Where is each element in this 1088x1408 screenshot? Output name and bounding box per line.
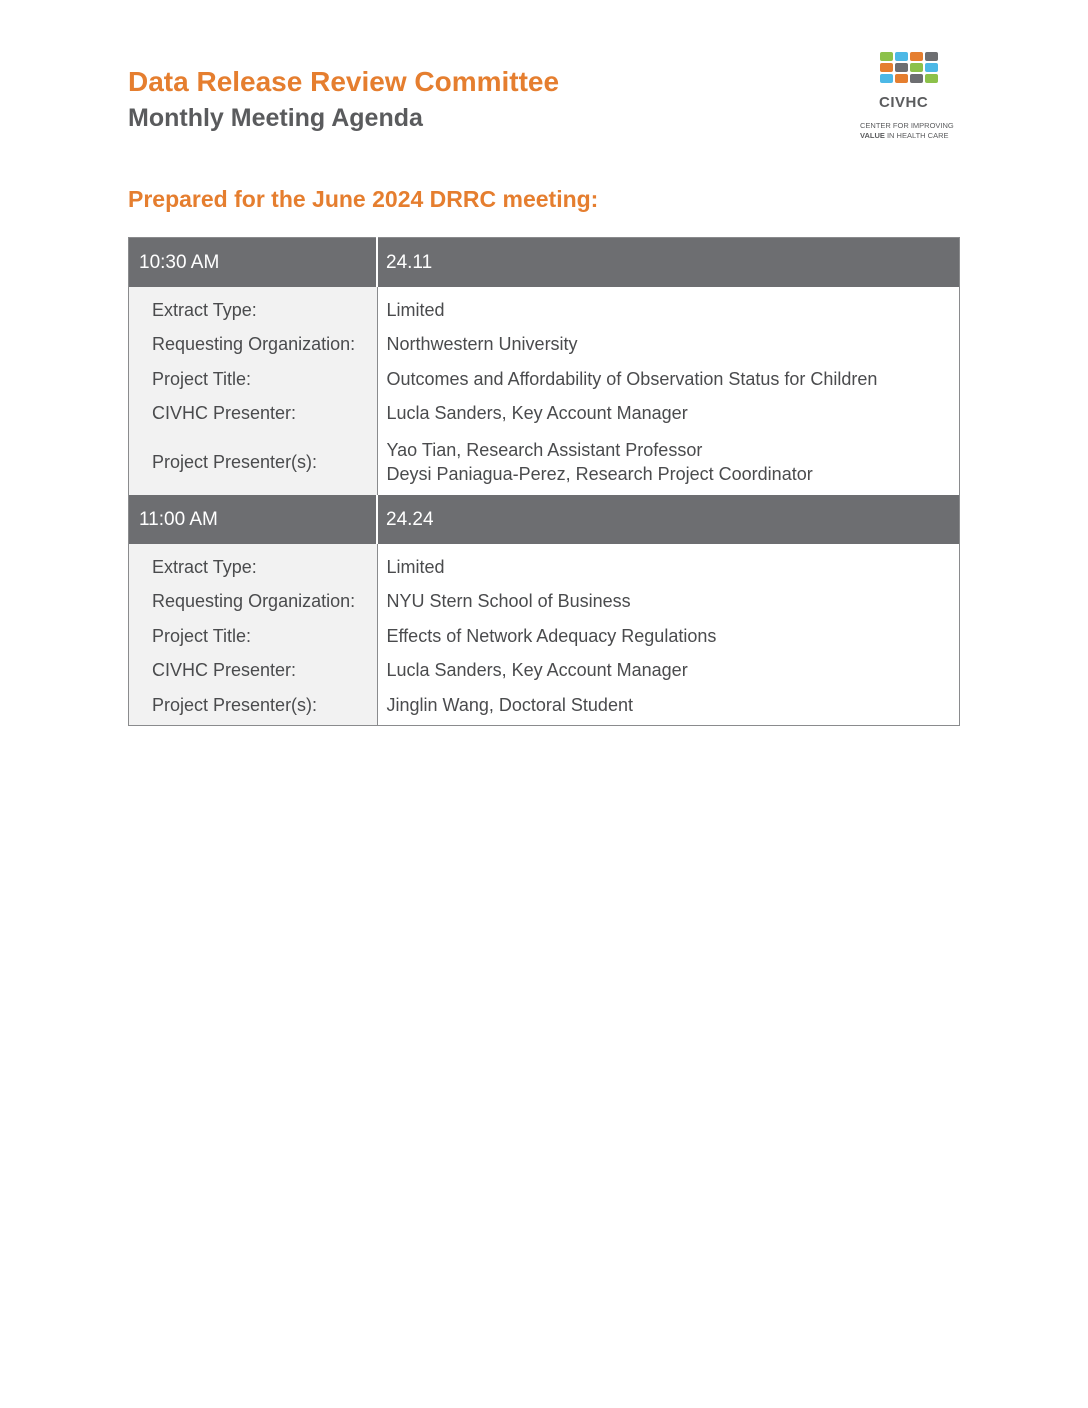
row-value: Outcomes and Affordability of Observation Status for Children bbox=[386, 368, 878, 389]
logo-tile bbox=[880, 74, 893, 83]
logo-tile bbox=[880, 52, 893, 61]
logo-tile bbox=[925, 74, 938, 83]
prepared-heading: Prepared for the June 2024 DRRC meeting: bbox=[128, 186, 599, 212]
row-value bbox=[377, 431, 960, 495]
logo-grid-icon bbox=[880, 52, 938, 83]
session-id: 24.11 bbox=[377, 238, 960, 288]
agenda-table bbox=[128, 237, 960, 726]
document-title: Data Release Review Committee bbox=[128, 66, 560, 97]
logo-tile bbox=[925, 63, 938, 72]
table-row bbox=[129, 287, 960, 328]
logo-name: CIVHC bbox=[879, 94, 929, 111]
row-label: Project Title: bbox=[129, 619, 378, 654]
row-value: Lucla Sanders, Key Account Manager bbox=[386, 660, 688, 681]
logo-tagline-bold: VALUE bbox=[860, 131, 885, 140]
row-value: NYU Stern School of Business bbox=[386, 591, 631, 612]
row-label: Requesting Organization: bbox=[129, 328, 378, 363]
logo-tile bbox=[895, 63, 908, 72]
session-time: 11:00 AM bbox=[129, 495, 378, 544]
row-value: Effects of Network Adequacy Regulations bbox=[386, 625, 717, 646]
session-id: 24.24 bbox=[377, 495, 960, 544]
logo-tile bbox=[910, 52, 923, 61]
logo-tile bbox=[910, 74, 923, 83]
session-header bbox=[129, 495, 960, 544]
logo-tile bbox=[895, 74, 908, 83]
table-row bbox=[129, 328, 960, 363]
row-value: Northwestern University bbox=[386, 334, 578, 355]
session-header bbox=[129, 238, 960, 288]
table-row bbox=[129, 431, 960, 495]
table-row bbox=[129, 688, 960, 725]
row-label: CIVHC Presenter: bbox=[129, 397, 378, 432]
logo-tile bbox=[925, 52, 938, 61]
table-row bbox=[129, 544, 960, 585]
row-label: Project Title: bbox=[129, 362, 378, 397]
row-value: Lucla Sanders, Key Account Manager bbox=[386, 403, 688, 424]
logo-tagline-top: CENTER FOR IMPROVING bbox=[860, 121, 954, 130]
logo-tagline-bottom bbox=[860, 131, 960, 140]
table-row bbox=[129, 585, 960, 620]
logo-tagline-rest: IN HEALTH CARE bbox=[884, 131, 949, 140]
session-time: 10:30 AM bbox=[129, 238, 378, 288]
row-label: Project Presenter(s): bbox=[129, 688, 378, 725]
row-label: Extract Type: bbox=[129, 544, 378, 585]
document-subtitle: Monthly Meeting Agenda bbox=[128, 104, 423, 132]
logo-tile bbox=[895, 52, 908, 61]
row-value: Limited bbox=[386, 299, 445, 320]
table-row bbox=[129, 654, 960, 689]
logo-tile bbox=[910, 63, 923, 72]
row-label: Project Presenter(s): bbox=[129, 431, 378, 495]
row-value: Jinglin Wang, Doctoral Student bbox=[386, 694, 633, 715]
table-row bbox=[129, 362, 960, 397]
row-label: Extract Type: bbox=[129, 287, 378, 328]
table-row bbox=[129, 619, 960, 654]
row-value: Limited bbox=[386, 556, 445, 577]
logo-tile bbox=[880, 63, 893, 72]
row-label: CIVHC Presenter: bbox=[129, 654, 378, 689]
row-label: Requesting Organization: bbox=[129, 585, 378, 620]
table-row bbox=[129, 397, 960, 432]
presenter-name: Yao Tian, Research Assistant Professor bbox=[386, 440, 703, 460]
presenter-name: Deysi Paniagua-Perez, Research Project Coordinator bbox=[386, 464, 813, 484]
